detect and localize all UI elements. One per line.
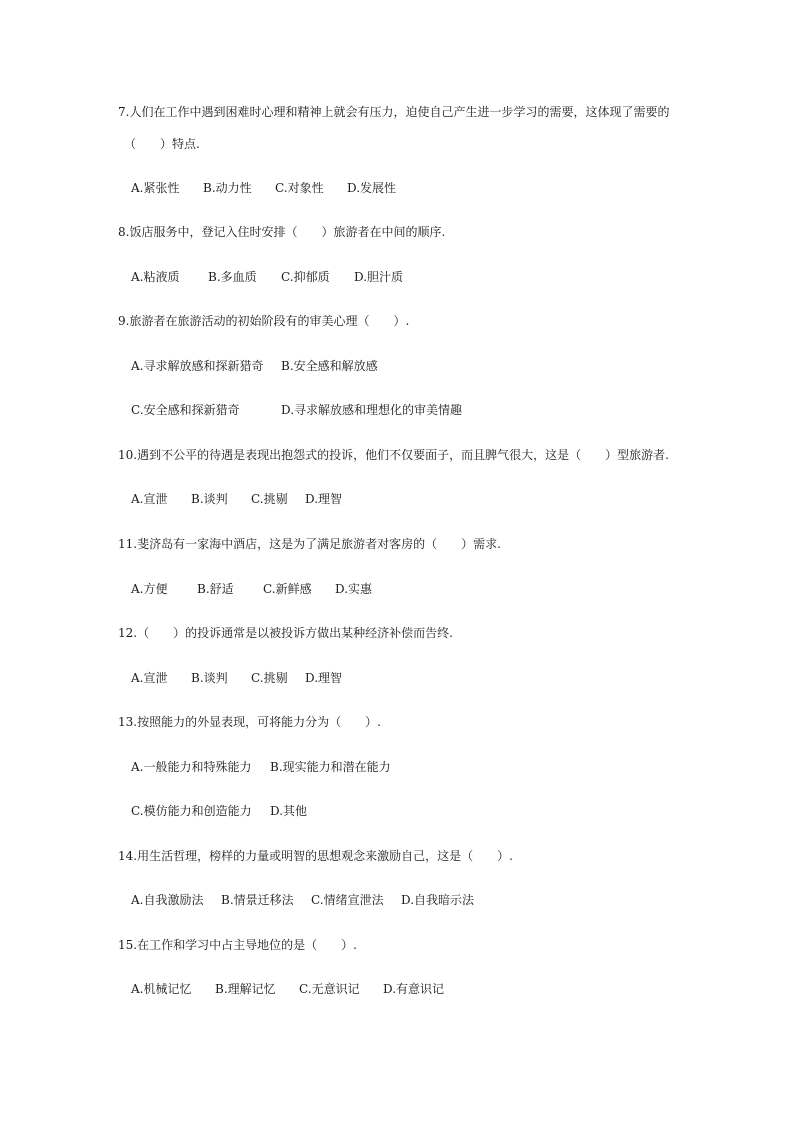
question-15-options — [131, 981, 444, 997]
question-10-stem: 10.遇到不公平的待遇是表现出抱怨式的投诉，他们不仅要面子，而且脾气很大，这是（ ）型旅游者. — [118, 448, 669, 462]
question-12-options — [131, 670, 342, 686]
question-7-stem-line2: （ ）特点. — [124, 137, 200, 151]
question-11-stem: 11.斐济岛有一家海中酒店，这是为了满足旅游者对客房的（ ）需求. — [118, 537, 501, 551]
option-b: B.谈判 — [191, 671, 228, 685]
option-b: B.理解记忆 — [215, 982, 276, 996]
option-a: A.机械记忆 — [131, 982, 192, 996]
option-d: D.寻求解放感和理想化的审美情趣 — [281, 403, 463, 417]
option-c: C.挑剔 — [251, 671, 288, 685]
option-c: C.情绪宣泄法 — [311, 893, 384, 907]
option-c: C.安全感和探新猎奇 — [131, 403, 240, 417]
question-9-stem: 9.旅游者在旅游活动的初始阶段有的审美心理（ ）. — [118, 314, 410, 328]
option-a: A.方便 — [131, 582, 168, 596]
option-c: C.挑剔 — [251, 492, 288, 506]
option-b: B.动力性 — [203, 181, 252, 195]
option-c: C.对象性 — [275, 181, 324, 195]
option-c: C.模仿能力和创造能力 — [131, 804, 252, 818]
option-a: A.寻求解放感和探新猎奇 — [131, 359, 264, 373]
question-13-options-row1 — [131, 759, 391, 775]
question-8-stem: 8.饭店服务中，登记入住时安排（ ）旅游者在中间的顺序. — [118, 225, 446, 239]
question-13-options-row2 — [131, 803, 307, 819]
option-d: D.实惠 — [335, 582, 373, 596]
option-d: D.发展性 — [347, 181, 397, 195]
option-b: B.舒适 — [197, 582, 234, 596]
option-d: D.有意识记 — [383, 982, 445, 996]
option-b: B.情景迁移法 — [221, 893, 294, 907]
question-8-options — [131, 269, 403, 285]
question-7-stem-line1: 7.人们在工作中遇到困难时心理和精神上就会有压力，迫使自己产生进一步学习的需要，这体现了需要的 — [118, 105, 670, 119]
option-b: B.现实能力和潜在能力 — [270, 760, 391, 774]
option-b: B.多血质 — [208, 270, 257, 284]
option-b: B.安全感和解放感 — [281, 359, 378, 373]
option-d: D.理智 — [305, 492, 343, 506]
option-a: A.紧张性 — [131, 181, 180, 195]
option-c: C.抑郁质 — [281, 270, 330, 284]
question-9-options-row2 — [131, 402, 462, 418]
option-d: D.胆汁质 — [354, 270, 404, 284]
question-10-options — [131, 491, 342, 507]
question-15-stem: 15.在工作和学习中占主导地位的是（ ）. — [118, 938, 357, 952]
option-a: A.粘液质 — [131, 270, 180, 284]
option-c: C.新鲜感 — [263, 582, 312, 596]
option-b: B.谈判 — [191, 492, 228, 506]
option-d: D.其他 — [270, 804, 308, 818]
question-14-stem: 14.用生活哲理，榜样的力量或明智的思想观念来激励自己，这是（ ）. — [118, 849, 513, 863]
question-14-options — [131, 892, 474, 908]
question-9-options-row1 — [131, 358, 378, 374]
option-d: D.理智 — [305, 671, 343, 685]
question-12-stem: 12.（ ）的投诉通常是以被投诉方做出某种经济补偿而告终. — [118, 626, 453, 640]
option-a: A.宣泄 — [131, 671, 168, 685]
option-a: A.宣泄 — [131, 492, 168, 506]
option-d: D.自我暗示法 — [401, 893, 475, 907]
option-c: C.无意识记 — [299, 982, 360, 996]
question-13-stem: 13.按照能力的外显表现，可将能力分为（ ）. — [118, 715, 381, 729]
question-7-options — [131, 180, 396, 196]
option-a: A.一般能力和特殊能力 — [131, 760, 252, 774]
option-a: A.自我激励法 — [131, 893, 204, 907]
question-11-options — [131, 581, 372, 597]
